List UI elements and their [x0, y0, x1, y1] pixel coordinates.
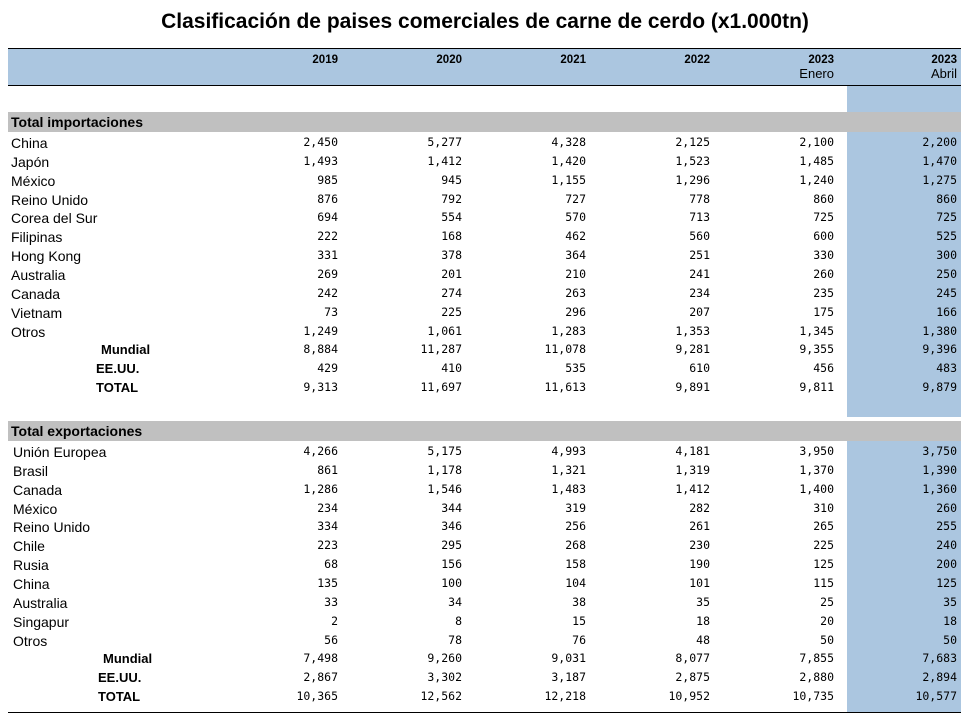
value-cell-2021: 1,321	[551, 462, 586, 477]
value-cell-2023-enero: 330	[813, 248, 834, 263]
value-cell-2021: 11,078	[544, 342, 586, 357]
value-cell-2023-enero: 1,370	[799, 462, 834, 477]
value-cell-2019: 68	[324, 557, 338, 572]
value-cell-2021: 9,031	[551, 651, 586, 666]
value-cell-2022: 230	[689, 538, 710, 553]
value-cell-2022: 8,077	[675, 651, 710, 666]
value-cell-2022: 261	[689, 519, 710, 534]
value-cell-2019: 242	[317, 285, 338, 300]
trade-table	[8, 48, 961, 713]
imports-row-corea-del-sur	[8, 208, 961, 227]
value-cell-2021: 11,613	[544, 380, 586, 395]
imports-row-mundial	[8, 340, 961, 359]
value-cell-2020: 274	[441, 285, 462, 300]
value-cell-2022: 1,412	[675, 481, 710, 496]
value-cell-2022: 2,875	[675, 670, 710, 685]
value-cell-2021: 727	[565, 191, 586, 206]
value-cell-2023-enero: 25	[820, 594, 834, 609]
value-cell-2023-enero: 7,855	[799, 651, 834, 666]
value-cell-2021: 263	[565, 285, 586, 300]
value-cell-2023-abril: 525	[936, 229, 957, 244]
col-header-2020: 2020	[436, 54, 462, 66]
value-cell-2021: 256	[565, 519, 586, 534]
value-cell-2022: 560	[689, 229, 710, 244]
value-cell-2019: 10,365	[296, 689, 338, 704]
value-cell-2023-enero: 235	[813, 285, 834, 300]
value-cell-2020: 9,260	[427, 651, 462, 666]
value-cell-2020: 34	[448, 594, 462, 609]
page-title: Clasificación de paises comerciales de carne de cerdo (x1.000tn)	[161, 10, 809, 33]
value-cell-2023-enero: 1,400	[799, 481, 834, 496]
value-cell-2019: 135	[317, 575, 338, 590]
value-cell-2023-abril: 483	[936, 361, 957, 376]
col-header-2023-enero: 2023 Enero	[799, 54, 834, 81]
value-cell-2020: 295	[441, 538, 462, 553]
value-cell-2020: 78	[448, 632, 462, 647]
value-cell-2022: 1,353	[675, 323, 710, 338]
value-cell-2023-abril: 50	[943, 632, 957, 647]
value-cell-2023-enero: 260	[813, 266, 834, 281]
row-label: Vietnam	[11, 304, 63, 321]
value-cell-2021: 1,283	[551, 323, 586, 338]
value-cell-2019: 429	[317, 361, 338, 376]
value-cell-2020: 100	[441, 575, 462, 590]
value-cell-2022: 18	[696, 613, 710, 628]
value-cell-2023-enero: 50	[820, 632, 834, 647]
value-cell-2023-abril: 260	[936, 500, 957, 515]
col-header-2023-abril: 2023 Abril	[930, 54, 957, 81]
imports-row-vietnam	[8, 303, 961, 322]
value-cell-2020: 225	[441, 304, 462, 319]
exports-row-reino-unido	[8, 517, 961, 536]
value-cell-2020: 554	[441, 210, 462, 225]
value-cell-2020: 792	[441, 191, 462, 206]
value-cell-2023-enero: 3,950	[799, 444, 834, 458]
row-label: Filipinas	[11, 229, 63, 246]
bottom-rule	[8, 712, 961, 713]
value-cell-2022: 101	[689, 575, 710, 590]
value-cell-2022: 610	[689, 361, 710, 376]
value-cell-2019: 33	[324, 594, 338, 609]
value-cell-2023-abril: 1,360	[922, 481, 957, 496]
value-cell-2019: 1,249	[303, 323, 338, 338]
value-cell-2021: 364	[565, 248, 586, 263]
value-cell-2019: 694	[317, 210, 338, 225]
row-label: Hong Kong	[11, 248, 82, 265]
row-label: China	[13, 575, 50, 592]
value-cell-2019: 8,884	[303, 342, 338, 357]
value-cell-2019: 7,498	[303, 651, 338, 666]
exports-row-brasil	[8, 461, 961, 480]
row-label: TOTAL	[98, 689, 141, 705]
row-label: Unión Europea	[13, 444, 107, 460]
row-label: México	[13, 500, 58, 517]
value-cell-2022: 4,181	[675, 444, 710, 458]
value-cell-2023-abril: 250	[936, 266, 957, 281]
value-cell-2023-abril: 125	[936, 575, 957, 590]
value-cell-2022: 190	[689, 557, 710, 572]
col-header-2019: 2019	[312, 54, 338, 66]
value-cell-2023-enero: 9,355	[799, 342, 834, 357]
exports-row-union-europea	[8, 442, 961, 461]
row-label: Chile	[13, 538, 45, 555]
value-cell-2023-abril: 1,390	[922, 462, 957, 477]
value-cell-2022: 2,125	[675, 135, 710, 149]
value-cell-2020: 344	[441, 500, 462, 515]
value-cell-2022: 9,891	[675, 380, 710, 395]
exports-row-otros	[8, 631, 961, 650]
value-cell-2022: 10,952	[668, 689, 710, 704]
imports-row-australia	[8, 265, 961, 284]
value-cell-2023-enero: 456	[813, 361, 834, 376]
value-cell-2021: 296	[565, 304, 586, 319]
value-cell-2021: 210	[565, 266, 586, 281]
value-cell-2023-enero: 9,811	[799, 380, 834, 395]
value-cell-2023-enero: 225	[813, 538, 834, 553]
value-cell-2023-abril: 2,894	[922, 670, 957, 685]
col-header-2022: 2022	[684, 54, 710, 66]
row-label: Brasil	[13, 462, 49, 479]
row-label: EE.UU.	[98, 670, 142, 686]
value-cell-2022: 234	[689, 285, 710, 300]
value-cell-2021: 1,483	[551, 481, 586, 496]
exports-heading-label: Total exportaciones	[11, 423, 143, 439]
value-cell-2021: 15	[572, 613, 586, 628]
row-label: Singapur	[13, 613, 70, 630]
imports-row-filipinas	[8, 227, 961, 246]
value-cell-2023-abril: 725	[936, 210, 957, 225]
value-cell-2023-enero: 600	[813, 229, 834, 244]
value-cell-2019: 1,493	[303, 153, 338, 168]
value-cell-2021: 4,993	[551, 444, 586, 458]
value-cell-2023-enero: 115	[813, 575, 834, 590]
value-cell-2021: 104	[565, 575, 586, 590]
value-cell-2023-enero: 175	[813, 304, 834, 319]
row-label: México	[11, 172, 56, 189]
row-label: Otros	[13, 632, 48, 649]
value-cell-2021: 38	[572, 594, 586, 609]
value-cell-2019: 223	[317, 538, 338, 553]
exports-row-canada	[8, 480, 961, 499]
value-cell-2020: 378	[441, 248, 462, 263]
value-cell-2019: 334	[317, 519, 338, 534]
value-cell-2021: 1,155	[551, 172, 586, 187]
row-label: Australia	[13, 594, 68, 611]
value-cell-2019: 222	[317, 229, 338, 244]
value-cell-2019: 2,450	[303, 135, 338, 149]
value-cell-2022: 9,281	[675, 342, 710, 357]
value-cell-2020: 201	[441, 266, 462, 281]
value-cell-2019: 2	[331, 613, 338, 628]
value-cell-2021: 1,420	[551, 153, 586, 168]
imports-row-total	[8, 378, 961, 397]
imports-section-heading	[8, 112, 961, 132]
value-cell-2023-abril: 9,396	[922, 342, 957, 357]
value-cell-2023-abril: 245	[936, 285, 957, 300]
value-cell-2023-abril: 240	[936, 538, 957, 553]
value-cell-2023-abril: 1,380	[922, 323, 957, 338]
value-cell-2023-enero: 2,100	[799, 135, 834, 149]
value-cell-2023-abril: 9,879	[922, 380, 957, 395]
value-cell-2019: 331	[317, 248, 338, 263]
exports-row-china	[8, 574, 961, 593]
value-cell-2020: 168	[441, 229, 462, 244]
value-cell-2019: 9,313	[303, 380, 338, 395]
value-cell-2023-enero: 2,880	[799, 670, 834, 685]
exports-row-rusia	[8, 555, 961, 574]
value-cell-2020: 8	[455, 613, 462, 628]
value-cell-2021: 535	[565, 361, 586, 376]
value-cell-2021: 4,328	[551, 135, 586, 149]
imports-row-canada	[8, 284, 961, 303]
value-cell-2023-abril: 200	[936, 557, 957, 572]
value-cell-2019: 56	[324, 632, 338, 647]
value-cell-2022: 241	[689, 266, 710, 281]
value-cell-2022: 1,523	[675, 153, 710, 168]
value-cell-2021: 462	[565, 229, 586, 244]
value-cell-2019: 861	[317, 462, 338, 477]
value-cell-2023-enero: 1,240	[799, 172, 834, 187]
value-cell-2019: 73	[324, 304, 338, 319]
value-cell-2022: 282	[689, 500, 710, 515]
imports-row-china	[8, 133, 961, 152]
exports-row-chile	[8, 536, 961, 555]
value-cell-2020: 5,277	[427, 135, 462, 149]
value-cell-2020: 346	[441, 519, 462, 534]
value-cell-2023-enero: 310	[813, 500, 834, 515]
value-cell-2020: 3,302	[427, 670, 462, 685]
header-rule	[8, 85, 961, 86]
value-cell-2020: 1,546	[427, 481, 462, 496]
row-label: Canada	[13, 481, 63, 498]
value-cell-2019: 234	[317, 500, 338, 515]
value-cell-2023-abril: 255	[936, 519, 957, 534]
imports-heading-label: Total importaciones	[11, 114, 143, 130]
value-cell-2021: 3,187	[551, 670, 586, 685]
value-cell-2023-abril: 2,200	[922, 135, 957, 149]
value-cell-2020: 12,562	[420, 689, 462, 704]
value-cell-2023-abril: 18	[943, 613, 957, 628]
imports-row-otros	[8, 322, 961, 341]
value-cell-2019: 985	[317, 172, 338, 187]
row-label: Otros	[11, 323, 46, 340]
value-cell-2023-abril: 860	[936, 191, 957, 206]
value-cell-2022: 35	[696, 594, 710, 609]
imports-row-reino-unido	[8, 190, 961, 209]
col-header-2021: 2021	[560, 54, 586, 66]
value-cell-2020: 1,412	[427, 153, 462, 168]
value-cell-2019: 2,867	[303, 670, 338, 685]
value-cell-2020: 410	[441, 361, 462, 376]
value-cell-2023-abril: 7,683	[922, 651, 957, 666]
value-cell-2022: 1,296	[675, 172, 710, 187]
exports-row-total	[8, 687, 961, 706]
row-label: Japón	[11, 153, 50, 170]
exports-row-mexico	[8, 499, 961, 518]
imports-row-ee-uu	[8, 359, 961, 378]
row-label: Canada	[11, 285, 61, 302]
table-header	[8, 49, 961, 85]
value-cell-2023-abril: 300	[936, 248, 957, 263]
imports-row-mexico	[8, 171, 961, 190]
exports-row-mundial	[8, 649, 961, 668]
value-cell-2023-abril: 166	[936, 304, 957, 319]
value-cell-2022: 207	[689, 304, 710, 319]
exports-section-heading	[8, 421, 961, 441]
value-cell-2021: 319	[565, 500, 586, 515]
value-cell-2021: 12,218	[544, 689, 586, 704]
value-cell-2023-abril: 1,470	[922, 153, 957, 168]
value-cell-2021: 570	[565, 210, 586, 225]
value-cell-2023-enero: 125	[813, 557, 834, 572]
value-cell-2023-enero: 10,735	[792, 689, 834, 704]
value-cell-2023-enero: 725	[813, 210, 834, 225]
value-cell-2020: 156	[441, 557, 462, 572]
row-label: Corea del Sur	[11, 210, 98, 227]
row-label: Reino Unido	[11, 191, 89, 208]
value-cell-2023-enero: 1,485	[799, 153, 834, 168]
value-cell-2023-enero: 1,345	[799, 323, 834, 338]
value-cell-2023-enero: 860	[813, 191, 834, 206]
value-cell-2022: 778	[689, 191, 710, 206]
value-cell-2022: 1,319	[675, 462, 710, 477]
row-label: EE.UU.	[96, 361, 140, 377]
value-cell-2021: 158	[565, 557, 586, 572]
value-cell-2023-enero: 265	[813, 519, 834, 534]
exports-row-ee-uu	[8, 668, 961, 687]
value-cell-2019: 876	[317, 191, 338, 206]
value-cell-2022: 251	[689, 248, 710, 263]
value-cell-2019: 1,286	[303, 481, 338, 496]
row-label: Rusia	[13, 557, 49, 574]
value-cell-2019: 269	[317, 266, 338, 281]
value-cell-2021: 268	[565, 538, 586, 553]
imports-row-hong-kong	[8, 246, 961, 265]
row-label: Mundial	[101, 342, 151, 358]
value-cell-2023-abril: 35	[943, 594, 957, 609]
value-cell-2023-enero: 20	[820, 613, 834, 628]
row-label: Australia	[11, 266, 66, 283]
value-cell-2020: 11,697	[420, 380, 462, 395]
row-label: Mundial	[103, 651, 153, 667]
value-cell-2020: 11,287	[420, 342, 462, 357]
value-cell-2019: 4,266	[303, 444, 338, 458]
exports-row-australia	[8, 593, 961, 612]
value-cell-2022: 713	[689, 210, 710, 225]
value-cell-2020: 1,178	[427, 462, 462, 477]
imports-row-japon	[8, 152, 961, 171]
value-cell-2023-abril: 10,577	[915, 689, 957, 704]
row-label: China	[11, 135, 48, 151]
value-cell-2023-abril: 1,275	[922, 172, 957, 187]
row-label: Reino Unido	[13, 519, 91, 536]
value-cell-2023-abril: 3,750	[922, 444, 957, 458]
value-cell-2020: 5,175	[427, 444, 462, 458]
value-cell-2020: 945	[441, 172, 462, 187]
value-cell-2022: 48	[696, 632, 710, 647]
value-cell-2021: 76	[572, 632, 586, 647]
value-cell-2020: 1,061	[427, 323, 462, 338]
exports-row-singapur	[8, 612, 961, 631]
row-label: TOTAL	[96, 380, 139, 396]
